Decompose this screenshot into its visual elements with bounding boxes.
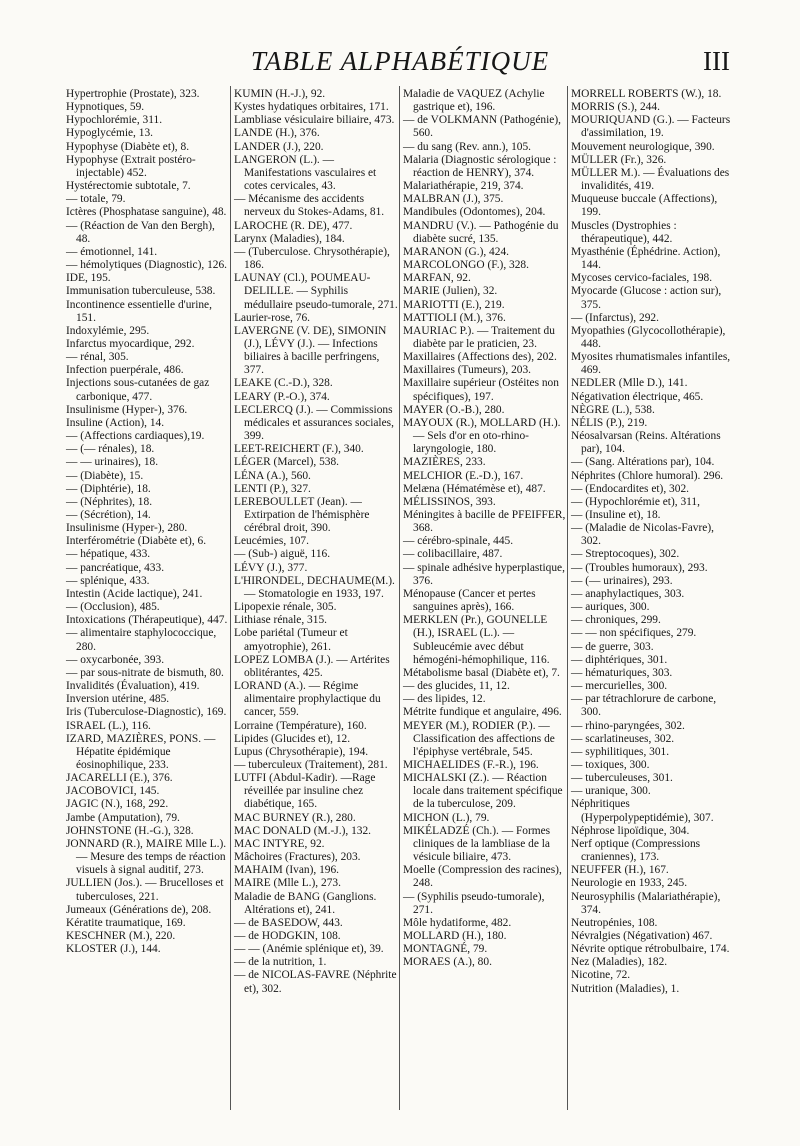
index-entry: Nerf optique (Compressions craniennes), 173. <box>571 837 701 864</box>
index-entry: Hypnotiques, 59. <box>66 101 145 114</box>
index-entry: MICHON (L.), 79. <box>403 811 490 824</box>
index-column-2 <box>234 88 398 996</box>
index-entry: LAROCHE (R. DE), 477. <box>234 219 353 232</box>
index-entry: Nicotine, 72. <box>571 969 631 982</box>
index-entry: Mouvement neurologique, 390. <box>571 140 715 153</box>
index-entry: LAVERGNE (V. DE), SIMONIN (J.), LÉVY (J.). — Infections biliaires à bacille perfringens, 377. <box>234 324 387 377</box>
index-entry: — hématuriques, 303. <box>571 666 673 679</box>
index-entry: — tuberculeuses, 301. <box>571 772 673 785</box>
index-entry: — (Occlusion), 485. <box>66 601 160 614</box>
index-entry: LÉVY (J.), 377. <box>234 561 308 574</box>
index-entry: LANDE (H.), 376. <box>234 127 320 140</box>
index-entry: — par sous-nitrate de bismuth, 80. <box>66 666 224 679</box>
index-entry: Hypophyse (Extrait postéro-injectable) 452. <box>66 153 196 179</box>
index-entry: — de HODGKIN, 108. <box>234 930 341 942</box>
index-entry: Insuline (Action), 14. <box>66 416 165 429</box>
index-entry: Métrite fundique et angulaire, 496. <box>403 706 562 719</box>
index-entry: NÈGRE (L.), 538. <box>571 403 655 416</box>
index-entry: Maxillaires (Tumeurs), 203. <box>403 364 532 377</box>
index-column-4 <box>571 88 735 996</box>
index-entry: Malaria (Diagnostic sérologique : réaction de HENRY), 374. <box>403 153 557 179</box>
index-entry: — de BASEDOW, 443. <box>234 916 343 929</box>
index-entry: Ictères (Phosphatase sanguine), 48. <box>66 206 227 219</box>
index-entry: Laurier-rose, 76. <box>234 311 310 324</box>
index-entry: Névrite optique rétrobulbaire, 174. <box>571 943 730 956</box>
index-entry: Nutrition (Maladies), 1. <box>571 982 680 995</box>
index-entry: LANGERON (L.). — Manifestations vasculaires et cotes cervicales, 43. <box>234 153 377 193</box>
index-entry: Iris (Tuberculose-Diagnostic), 169. <box>66 706 227 719</box>
index-entry: MÜLLER (Fr.), 326. <box>571 153 667 166</box>
index-entry: MÉLISSINOS, 393. <box>403 495 496 508</box>
index-entry: — (Insuline et), 18. <box>571 509 661 521</box>
index-entry: Lipides (Glucides et), 12. <box>234 732 351 745</box>
index-entry: — (Néphrites), 18. <box>66 495 153 508</box>
index-entry: — anaphylactiques, 303. <box>571 587 685 600</box>
index-entry: Inversion utérine, 485. <box>66 693 170 706</box>
index-entry: KUMIN (H.-J.), 92. <box>234 88 326 100</box>
index-entry: MARFAN, 92. <box>403 272 471 285</box>
index-entry: Lithiase rénale, 315. <box>234 614 327 627</box>
index-entry: — — non spécifiques, 279. <box>571 627 697 640</box>
index-entry: — mercurielles, 300. <box>571 680 668 693</box>
index-entry: — (Tuberculose. Chrysothérapie), 186. <box>234 245 390 272</box>
index-entry: — (Diphtérie), 18. <box>66 482 151 495</box>
index-entry: LECLERCQ (J.). — Commissions médicales et assurances sociales, 399. <box>234 403 394 443</box>
index-entry: — de guerre, 303. <box>571 640 654 653</box>
index-entry: Kystes hydatiques orbitaires, 171. <box>234 101 389 114</box>
index-entry: MARIE (Julien), 32. <box>403 285 498 298</box>
index-entry: MAZIÈRES, 233. <box>403 456 486 469</box>
index-entry: MAC INTYRE, 92. <box>234 837 325 850</box>
index-entry: MAC BURNEY (R.), 280. <box>234 811 356 824</box>
index-entry: Hypertrophie (Prostate), 323. <box>66 88 200 100</box>
index-entry: JACARELLI (E.), 376. <box>66 772 173 785</box>
index-entry: LANDER (J.), 220. <box>234 140 324 153</box>
index-entry: — de VOLKMANN (Pathogénie), 560. <box>403 114 561 140</box>
index-entry: — (Sang. Altérations par), 104. <box>571 456 715 469</box>
index-entry: Melæna (Hématémèse et), 487. <box>403 482 546 495</box>
index-column-1 <box>66 88 230 956</box>
index-entry: NEDLER (Mlle D.), 141. <box>571 377 688 390</box>
index-entry: Injections sous-cutanées de gaz carbonique, 477. <box>66 377 210 403</box>
page-number: III <box>703 46 730 76</box>
index-entry: — oxycarbonée, 393. <box>66 653 165 666</box>
index-entry: LEARY (P.-O.), 374. <box>234 390 330 403</box>
index-entry: — (Maladie de Nicolas-Favre), 302. <box>571 522 714 548</box>
index-entry: Infection puerpérale, 486. <box>66 364 184 377</box>
index-entry: Neutropénies, 108. <box>571 916 658 929</box>
index-entry: Myopathies (Glycocollothérapie), 448. <box>571 324 726 350</box>
index-entry: MICHAELIDES (F.-R.), 196. <box>403 758 539 771</box>
index-entry: Ménopause (Cancer et pertes sanguines après), 166. <box>403 587 536 614</box>
index-entry: MERKLEN (Pr.), GOUNELLE (H.), ISRAEL (L.). — Subleucémie avec début hémogéni-hémophilique, 116. <box>403 614 550 666</box>
index-entry: MAYER (O.-B.), 280. <box>403 403 505 416</box>
index-entry: Négativation électrique, 465. <box>571 390 704 403</box>
index-entry: — — (Anémie splénique et), 39. <box>234 943 384 956</box>
index-entry: MOURIQUAND (G.). — Facteurs d'assimilation, 19. <box>571 114 731 140</box>
index-entry: — rénal, 305. <box>66 351 129 364</box>
index-entry: Moelle (Compression des racines), 248. <box>403 864 562 890</box>
index-entry: — (Affections cardiaques),19. <box>66 430 205 443</box>
index-entry: Larynx (Maladies), 184. <box>234 232 345 245</box>
index-entry: Maxillaires (Affections des), 202. <box>403 351 557 364</box>
index-entry: Neurosyphilis (Malariathérapie), 374. <box>571 890 721 916</box>
index-entry: JOHNSTONE (H.-G.), 328. <box>66 824 194 837</box>
index-entry: ISRAEL (L.), 116. <box>66 719 151 732</box>
index-entry: IZARD, MAZIÈRES, PONS. — Hépatite épidémique éosinophilique, 233. <box>66 732 216 771</box>
index-entry: — tuberculeux (Traitement), 281. <box>234 758 388 771</box>
index-entry: MÜLLER M.). — Évaluations des invalidités, 419. <box>571 166 730 193</box>
index-entry: Lambliase vésiculaire biliaire, 473. <box>234 114 395 127</box>
index-entry: MATTIOLI (M.), 376. <box>403 311 506 324</box>
index-entry: Lorraine (Température), 160. <box>234 719 367 732</box>
index-entry: — scarlatineuses, 302. <box>571 732 675 745</box>
index-entry: IDE, 195. <box>66 272 111 285</box>
index-entry: — pancréatique, 433. <box>66 561 165 574</box>
index-entry: — (Syphilis pseudo-tumorale), 271. <box>403 890 545 916</box>
index-entry: Malariathérapie, 219, 374. <box>403 180 524 193</box>
index-entry: MAYOUX (R.), MOLLARD (H.). — Sels d'or en oto-rhino-laryngologie, 180. <box>403 416 561 456</box>
index-entry: — — urinaires), 18. <box>66 456 159 469</box>
index-column-3 <box>403 88 567 969</box>
index-entry: — auriques, 300. <box>571 601 650 614</box>
index-entry: Méningites à bacille de PFEIFFER, 368. <box>403 509 566 535</box>
index-entry: Mâchoires (Fractures), 203. <box>234 851 361 864</box>
index-entry: — (— urinaires), 293. <box>571 574 673 587</box>
index-entry: LEET-REICHERT (F.), 340. <box>234 443 364 456</box>
index-entry: MICHALSKI (Z.). — Réaction locale dans traitement spécifique de la tuberculose, 209. <box>403 772 563 811</box>
index-entry: MIKÉLADZÉ (Ch.). — Formes cliniques de la lambliase de la vésicule biliaire, 473. <box>403 824 551 864</box>
index-entry: Lipopexie rénale, 305. <box>234 601 337 614</box>
index-entry: Myosites rhumatismales infantiles, 469. <box>571 351 731 377</box>
index-entry: Myocarde (Glucose : action sur), 375. <box>571 285 722 311</box>
index-entry: Insulinisme (Hyper-), 376. <box>66 403 188 416</box>
index-entry: MAC DONALD (M.-J.), 132. <box>234 824 371 837</box>
index-entry: Nez (Maladies), 182. <box>571 956 668 969</box>
index-entry: Néphritiques (Hyperpolypeptidémie), 307. <box>571 798 714 824</box>
index-entry: MANDRU (V.). — Pathogénie du diabète sucré, 135. <box>403 219 559 245</box>
index-entry: — hémolytiques (Diagnostic), 126. <box>66 259 228 272</box>
index-entry: — (Diabète), 15. <box>66 469 144 482</box>
index-entry: Néphrites (Chlore humoral). 296. <box>571 469 724 482</box>
index-entry: — colibacillaire, 487. <box>403 548 503 561</box>
index-entry: JONNARD (R.), MAIRE Mlle L.). — Mesure des temps de réaction visuels à signal auditif, 273. <box>66 837 227 877</box>
index-entry: Intoxications (Thérapeutique), 447. <box>66 614 228 627</box>
index-entry: MAHAIM (Ivan), 196. <box>234 864 340 877</box>
index-entry: MORAES (A.), 80. <box>403 956 492 969</box>
index-entry: MORRELL ROBERTS (W.), 18. <box>571 88 722 100</box>
index-entry: — totale, 79. <box>66 193 126 206</box>
index-entry: — de NICOLAS-FAVRE (Néphrite et), 302. <box>234 969 397 995</box>
index-entry: — des glucides, 11, 12. <box>403 680 510 693</box>
index-entry: LÉNA (A.), 560. <box>234 469 311 482</box>
index-entry: Muscles (Dystrophies : thérapeutique), 442. <box>571 219 677 245</box>
index-entry: LÉGER (Marcel), 538. <box>234 456 340 469</box>
index-entry: Jumeaux (Générations de), 208. <box>66 903 212 916</box>
column-divider <box>230 86 231 1110</box>
index-entry: Leucémies, 107. <box>234 535 309 548</box>
index-entry: LEAKE (C.-D.), 328. <box>234 377 333 390</box>
index-entry: — uranique, 300. <box>571 785 651 798</box>
index-entry: Intestin (Acide lactique), 241. <box>66 587 203 600</box>
index-entry: — (— rénales), 18. <box>66 443 155 456</box>
index-entry: — syphilitiques, 301. <box>571 745 670 758</box>
index-entry: Insulinisme (Hyper-), 280. <box>66 522 188 535</box>
index-entry: MARCOLONGO (F.), 328. <box>403 259 529 272</box>
index-entry: Indoxylémie, 295. <box>66 324 150 337</box>
index-entry: Kératite traumatique, 169. <box>66 916 186 929</box>
index-entry: Hypoglycémie, 13. <box>66 127 153 140</box>
index-entry: Infarctus myocardique, 292. <box>66 337 195 350</box>
index-entry: — (Hypochlorémie et), 311, <box>571 495 700 508</box>
index-entry: MAURIAC P.). — Traitement du diabète par le praticien, 23. <box>403 324 555 350</box>
index-entry: Maladie de VAQUEZ (Achylie gastrique et), 196. <box>403 88 545 114</box>
index-entry: Hystérectomie subtotale, 7. <box>66 180 191 193</box>
index-entry: MARIOTTI (E.), 219. <box>403 298 505 311</box>
index-entry: — (Sécrétion), 14. <box>66 509 151 521</box>
index-entry: Mycoses cervico-faciales, 198. <box>571 272 713 285</box>
column-divider <box>567 86 568 1110</box>
index-entry: NEUFFER (H.), 167. <box>571 864 669 877</box>
index-entry: — émotionnel, 141. <box>66 245 158 258</box>
index-entry: Hypophyse (Diabète et), 8. <box>66 140 190 153</box>
index-entry: — splénique, 433. <box>66 574 150 587</box>
page-title: TABLE ALPHABÉTIQUE <box>250 46 550 76</box>
index-entry: MONTAGNÉ, 79. <box>403 943 488 956</box>
index-entry: — (Réaction de Van den Bergh), 48. <box>66 219 215 245</box>
index-entry: Métabolisme basal (Diabète et), 7. <box>403 666 560 679</box>
index-entry: MARANON (G.), 424. <box>403 245 509 258</box>
index-entry: Maxillaire supérieur (Ostéites non spécifiques), 197. <box>403 377 559 403</box>
index-entry: LENTI (P.), 327. <box>234 482 311 495</box>
index-entry: JAGIC (N.), 168, 292. <box>66 798 169 811</box>
index-entry: Mandibules (Odontomes), 204. <box>403 206 546 219</box>
index-entry: — rhino-paryngées, 302. <box>571 719 685 732</box>
index-entry: JULLIEN (Jos.). — Brucelloses et tuberculoses, 221. <box>66 877 224 903</box>
index-entry: — des lipides, 12. <box>403 693 486 706</box>
index-entry: Lupus (Chrysothérapie), 194. <box>234 745 369 758</box>
index-entry: Invalidités (Évaluation), 419. <box>66 680 200 693</box>
index-entry: MEYER (M.), RODIER (P.). — Classification des affections de l'épiphyse vertébrale, 545. <box>403 719 555 758</box>
index-entry: — Streptocoques), 302. <box>571 548 680 561</box>
index-entry: — (Endocardites et), 302. <box>571 482 689 495</box>
index-entry: MORRIS (S.), 244. <box>571 101 660 114</box>
index-entry: LAUNAY (Cl.), POUMEAU-DELILLE. — Syphilis médullaire pseudo-tumorale, 271. <box>234 272 398 311</box>
index-entry: Maladie de BANG (Ganglions. Altérations et), 241. <box>234 890 377 916</box>
index-entry: — (Sub-) aiguë, 116. <box>234 548 331 561</box>
index-entry: Néphrose lipoïdique, 304. <box>571 824 690 837</box>
index-entry: Névralgies (Négativation) 467. <box>571 930 713 942</box>
index-entry: MALBRAN (J.), 375. <box>403 193 504 206</box>
index-entry: Néosalvarsan (Reins. Altérations par), 104. <box>571 430 721 456</box>
index-entry: Lobe pariétal (Tumeur et amyotrophie), 261. <box>234 627 348 653</box>
index-entry: — alimentaire staphylococcique, 280. <box>66 627 217 653</box>
index-entry: — par tétrachlorure de carbone, 300. <box>571 693 717 719</box>
index-entry: — (Troubles humoraux), 293. <box>571 561 708 574</box>
index-entry: — de la nutrition, 1. <box>234 956 327 969</box>
index-entry: LORAND (A.). — Régime alimentaire prophylactique du cancer, 559. <box>234 680 381 719</box>
index-entry: MELCHIOR (E.-D.), 167. <box>403 469 524 482</box>
index-entry: Myasthénie (Éphédrine. Action), 144. <box>571 245 721 272</box>
index-entry: Immunisation tuberculeuse, 538. <box>66 285 216 298</box>
index-entry: — spinale adhésive hyperplastique, 376. <box>403 561 565 587</box>
index-entry: KLOSTER (J.), 144. <box>66 943 161 956</box>
index-entry: Môle hydatiforme, 482. <box>403 916 512 929</box>
index-entry: Jambe (Amputation), 79. <box>66 811 180 824</box>
index-entry: L'HIRONDEL, DECHAUME(M.). — Stomatologie en 1933, 197. <box>234 574 395 600</box>
index-entry: Neurologie en 1933, 245. <box>571 877 688 890</box>
index-entry: KESCHNER (M.), 220. <box>66 930 176 942</box>
index-entry: — (Infarctus), 292. <box>571 311 659 324</box>
index-entry: Hypochlorémie, 311. <box>66 114 163 127</box>
index-entry: Incontinence essentielle d'urine, 151. <box>66 298 212 324</box>
index-entry: JACOBOVICI, 145. <box>66 785 160 798</box>
index-entry: — du sang (Rev. ann.), 105. <box>403 140 532 153</box>
index-entry: NÉLIS (P.), 219. <box>571 416 648 429</box>
index-entry: LOPEZ LOMBA (J.). — Artérites oblitérantes, 425. <box>234 653 390 679</box>
index-entry: — cérébro-spinale, 445. <box>403 535 514 548</box>
index-entry: Muqueuse buccale (Affections), 199. <box>571 193 718 219</box>
index-entry: Interférométrie (Diabète et), 6. <box>66 535 207 548</box>
index-entry: LUTFI (Abdul-Kadir). —Rage réveillée par insuline chez diabétique, 165. <box>234 772 376 811</box>
index-entry: LEREBOULLET (Jean). — Extirpation de l'hémisphère cérébral droit, 390. <box>234 495 370 535</box>
index-entry: — chroniques, 299. <box>571 614 661 627</box>
index-entry: MAIRE (Mlle L.), 273. <box>234 877 341 890</box>
index-entry: — Mécanisme des accidents nerveux du Stokes-Adams, 81. <box>234 193 385 219</box>
index-entry: — hépatique, 433. <box>66 548 151 561</box>
index-entry: — diphtériques, 301. <box>571 653 668 666</box>
column-divider <box>399 86 400 1110</box>
index-entry: MOLLARD (H.), 180. <box>403 930 507 942</box>
index-entry: — toxiques, 300. <box>571 758 650 771</box>
